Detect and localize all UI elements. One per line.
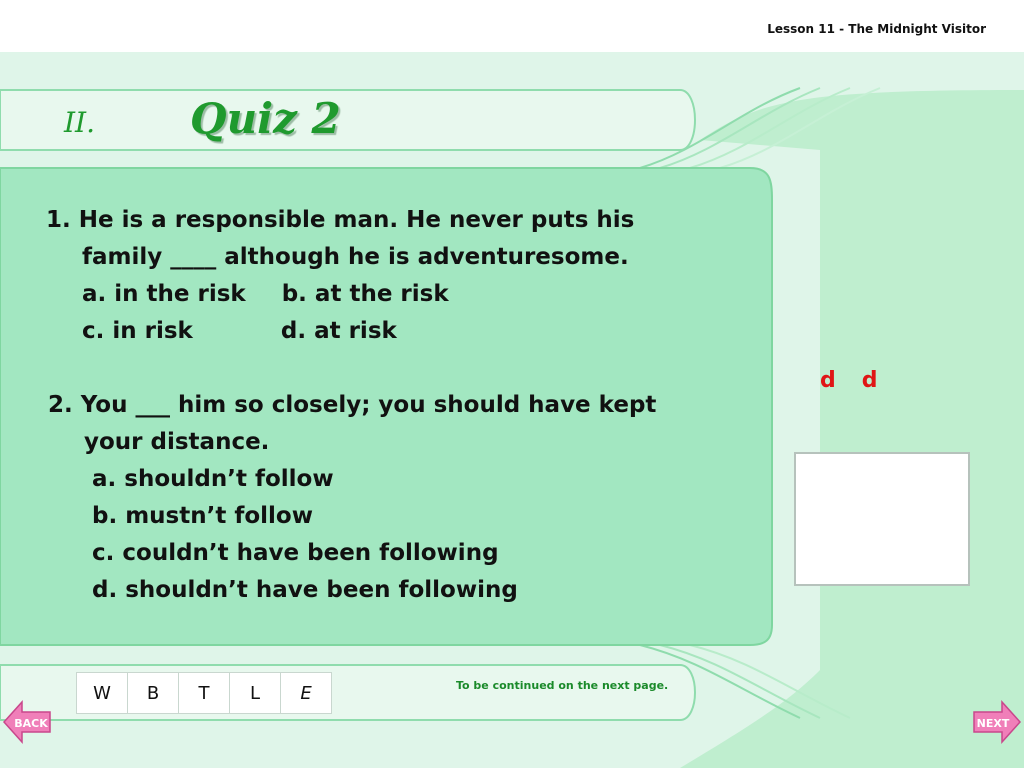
question-2: [48, 387, 656, 609]
skill-t-button[interactable]: T: [179, 673, 230, 713]
page-title: Quiz 2: [190, 94, 341, 143]
question-1-options-row-2: [46, 313, 634, 350]
next-button[interactable]: [972, 698, 1022, 746]
lesson-title: Lesson 11 - The Midnight Visitor: [767, 22, 986, 36]
skill-l-button[interactable]: L: [230, 673, 281, 713]
question-2-line-1: 2. You ___ him so closely; you should have kept: [48, 392, 657, 418]
question-1-option-c: c. in risk: [82, 318, 193, 344]
skills-bar: [76, 672, 332, 714]
back-label: BACK: [14, 717, 48, 730]
header-band: [0, 0, 1024, 52]
question-2-line-2: your distance.: [84, 429, 270, 455]
question-2-option-b: b. mustn’t follow: [92, 503, 313, 529]
question-1-line-2: family ____ although he is adventuresome.: [82, 244, 629, 270]
answer-2: d: [861, 368, 878, 393]
answer-key: [820, 368, 878, 393]
question-2-option-c: c. couldn’t have been following: [92, 540, 499, 566]
answer-box: [794, 452, 970, 586]
question-1-option-b: b. at the risk: [281, 281, 449, 307]
next-arrow-icon: [972, 698, 1022, 746]
question-2-option-d: d. shouldn’t have been following: [92, 577, 518, 603]
question-1-options-row-1: [46, 276, 634, 313]
skill-w-button[interactable]: W: [77, 673, 128, 713]
skill-b-button[interactable]: B: [128, 673, 179, 713]
answer-1: d: [820, 368, 836, 393]
back-button[interactable]: [2, 698, 52, 746]
question-1: [46, 202, 634, 350]
skill-e-button[interactable]: E: [281, 673, 331, 713]
question-1-line-1: 1. He is a responsible man. He never puts his: [46, 207, 635, 233]
back-arrow-icon: [2, 698, 52, 746]
section-number: II.: [64, 106, 96, 139]
question-2-option-a: a. shouldn’t follow: [92, 466, 334, 492]
question-1-option-d: d. at risk: [280, 318, 397, 344]
continued-note: To be continued on the next page.: [456, 679, 669, 692]
next-label: NEXT: [976, 717, 1010, 730]
question-1-option-a: a. in the risk: [82, 281, 246, 307]
